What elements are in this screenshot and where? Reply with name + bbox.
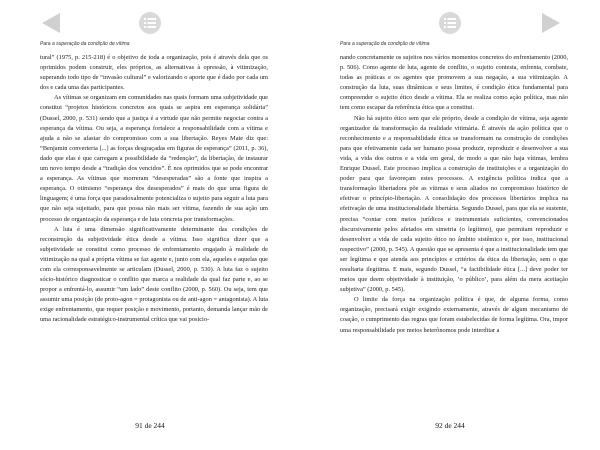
list-icon bbox=[439, 12, 461, 34]
page-body bbox=[40, 53, 268, 326]
page-number: 92 de 244 bbox=[435, 421, 465, 430]
previous-page-button[interactable] bbox=[40, 12, 62, 34]
page-body bbox=[340, 53, 568, 336]
paragraph: nando concretamente os sujeitos nos vários momentos concretos do enfrentamento (2000, p. 506). Como agente de luta, agente de conflito, o sujeito contesta, enfrenta, combate, todas as práticas e os agentes que promovem a sua negação, a sua vitimização. A construção da luta, suas dinâmicas e seus limites, é condição ética fundamental para compreender o sujeito ético desde a vítima. Ela se realiza como ação política, mas não tem como escapar da referência ética que a constitui. bbox=[340, 54, 568, 112]
paragraph: O limite da força na organização política é que, de alguma forma, como organização, precisará exigir exigindo externamente, através de algum mecanismo de coação, o cumprimento das regras que foram estabelecidas de forma legítima. Ora, impor uma responsabilidade por meios heterônomos pode interditar a bbox=[340, 296, 568, 334]
right-page bbox=[300, 0, 600, 450]
next-page-button[interactable] bbox=[540, 12, 562, 34]
triangle-left-icon bbox=[41, 12, 61, 34]
paragraph: Não há sujeito ético sem que ele próprio, desde a condição de vítima, seja agente organizador da transformação da realidade vitimária. É através da ação política que o reconhecimento e a responsabilidade ética se transformam na construção de condições para que efetivamente cada ser humano possa produzir, reproduzir e desenvolver a sua vida, a vida dos outros e a vida em geral, de modo a que não haja vítimas, lembra Enrique Dussel. Este processo implica a construção de instituições e a organização do poder para que favoreçam estes processos. A exigência política indica que a transformação libertadora põe as vítimas e seus aliados no compromisso histórico de efetivar o princípio-libertação. A consolidação dos processos libertários implica na efetivação de uma institucionalidade libertária. Segundo Dussel, para que ela se sustente, precisa “contar com meios jurídicos e instrumentais suficientes, convencionados discursivamente pelos afetados em simetria (o legítimo), que permitam reproduzir e desenvolver a vida de cada sujeito ético no âmbito sistêmico e, por isso, institucional respectivo” (2000, p. 545). A questão que se apresenta é que a institucionalidade tem que ser legítima e que atenda aos princípios e critérios da ética da libertação, sem o que resultaria ilegítima. E mais, segundo Dussel, “a factibilidade ética [...] deve poder ter meios que deem objetividade à instituição, ‘o público’, para além da mera aceitação subjetiva” (2000, p. 545). bbox=[340, 114, 568, 294]
triangle-right-icon bbox=[541, 12, 561, 34]
menu-button[interactable] bbox=[439, 12, 461, 34]
paragraph: As vítimas se organizam em comunidades nas quais formam uma subjetividade que constitui “projetos históricos concretos aos quais se aspira em esperança solidária” (Dussel, 2000, p. 531) sendo que a justiça é a virtude que não permite negociar contra a esperança da vítima. Ou seja, a esperança fortalece a responsabilidade com a vítima e ajuda a não se afastar do compromisso com a sua libertação. Reyes Mate diz que: “Benjamin converteria [...] as forças desgraçadas em figuras de esperança” (2011, p. 36), dado que elas é que carregam a possibilidade da “redenção”, da libertação, de instaurar um novo tempo desde a “tradição dos vencidos”. É nos oprimidos que se pode encontrar a esperança. As vítimas que morreram “desesperadas” são a fonte que inspira a esperança. O otimismo “esperança dos desesperados” é mais do que uma figura de linguagem; é uma força que paradoxalmente potencializa o sujeito para seguir a luta para que não seja sujeitado, para que possa não mais ser vítima, fazendo de sua ação um processo de organização da esperança e de luta concreta por transformações. bbox=[40, 94, 268, 223]
list-icon bbox=[139, 12, 161, 34]
page-number: 91 de 244 bbox=[135, 421, 165, 430]
paragraph: A luta é uma dimensão significativamente determinante das condições de reconstrução da subjetividade ética desde a vítima. Isso significa dizer que a subjetividade se constitui como processo de enfrentamento engajado à realidade de vitimização na qual a própria vítima se faz agente e, junto com ela, aqueles e aquelas que com ela corresponsavelmente se articulam (Dussel, 2000, p. 530). A luta faz o sujeito sócio-histórico diagnosticar o conflito que marca a realidade da qual faz parte e, ao se propor a enfrentá-lo, assumir “um lado” deste conflito (2000, p. 560). Ou seja, tem que assumir uma posição (de proto-agon = protagonista ou de anti-agon = antagonista). A luta exige enfrentamento, que requer posição e movimento, portanto, demanda lançar mão de uma racionalidade estratégico-instrumental crítica que vai posicio- bbox=[40, 225, 268, 324]
menu-button[interactable] bbox=[139, 12, 161, 34]
running-header: Para a superação da condição de vítima bbox=[340, 41, 430, 47]
running-header: Para a superação da condição de vítima bbox=[40, 41, 130, 47]
paragraph: tural” (1975, p. 215-218) é o objetivo de toda a organização, pois é através dela que os oprimidos podem construir, eles próprios, as alternativas à opressão, à vitimização, superando todo tipo de “invasão cultural” e valorizando o aporte que é dado por cada um dos e cada uma das participantes. bbox=[40, 54, 268, 92]
